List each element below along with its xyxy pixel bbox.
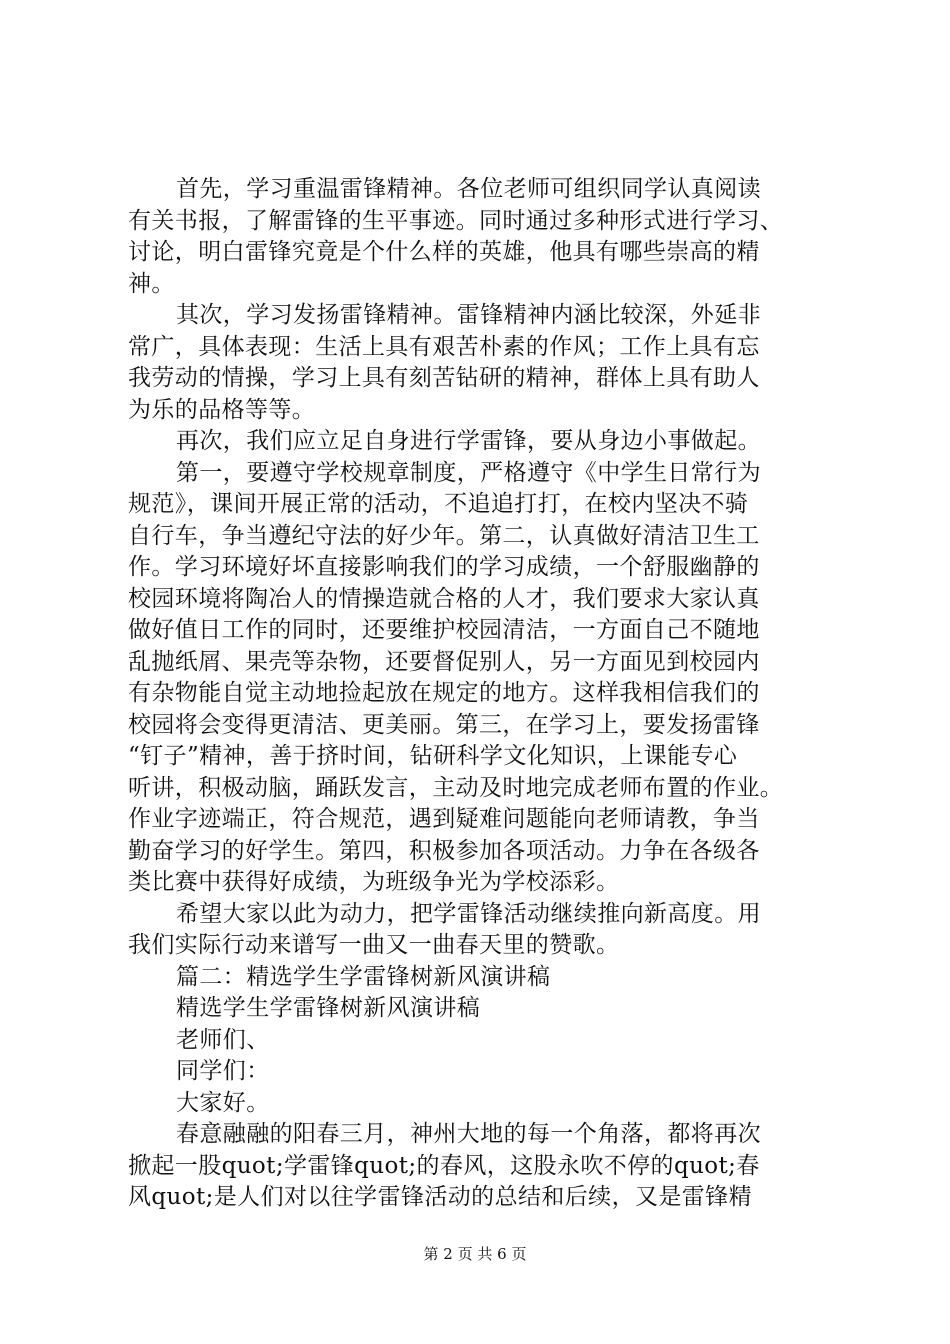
text-line: 勤奋学习的好学生。第四，积极参加各项活动。力争在各级各 [128,837,760,864]
text-line: 我们实际行动来谱写一曲又一曲春天里的赞歌。 [128,932,620,958]
text-line: 有关书报，了解雷锋的生平事迹。同时通过多种形式进行学习、 [128,207,784,234]
text-line: “钉子”精神，善于挤时间，钻研科学文化知识，上课能专心 [128,743,738,769]
text-line: 希望大家以此为动力，把学雷锋活动继续推向新高度。用 [176,900,761,927]
text-line: 校园将会变得更清洁、更美丽。第三，在学习上，要发扬雷锋 [128,711,760,738]
text-line: 作。学习环境好坏直接影响我们的学习成绩，一个舒服幽静的 [128,554,760,580]
text-line: 我劳动的情操，学习上具有刻苦钻研的精神，群体上具有助人 [128,365,760,391]
page-number-footer: 第 2 页 共 6 页 [423,1245,527,1263]
speech-title: 精选学生学雷锋树新风演讲稿 [176,995,481,1021]
text-line: 掀起一股quot;学雷锋quot;的春风，这股永吹不停的quot;春 [128,1152,760,1179]
text-line: 校园环境将陶冶人的情操造就合格的人才，我们要求大家认真 [128,585,760,612]
text-line: 有杂物能自觉主动地捡起放在规定的地方。这样我相信我们的 [128,680,760,706]
greeting-line: 大家好。 [176,1089,270,1116]
salutation-line: 老师们、 [176,1026,270,1053]
text-line: 听讲，积极动脑，踊跃发言，主动及时地完成老师布置的作业。 [128,774,784,801]
text-line: 再次，我们应立足自身进行学雷锋，要从身边小事做起。 [176,428,761,454]
text-line: 首先，学习重温雷锋精神。各位老师可组织同学认真阅读 [176,176,761,202]
text-line: 其次，学习发扬雷锋精神。雷锋精神内涵比较深，外延非 [176,302,761,328]
salutation-line: 同学们： [176,1058,270,1084]
text-line: 作业字迹端正，符合规范，遇到疑难问题能向老师请教，争当 [128,806,760,832]
text-line: 第一，要遵守学校规章制度，严格遵守《中学生日常行为 [176,459,761,486]
text-line: 讨论，明白雷锋究竟是个什么样的英雄，他具有哪些崇高的精 [128,239,760,265]
text-line: 神。 [128,270,175,297]
text-line: 风quot;是人们对以往学雷锋活动的总结和后续，又是雷锋精 [128,1184,752,1210]
text-line: 规范》，课间开展正常的活动，不追追打打，在校内坚决不骑 [128,491,749,517]
text-line: 常广，具体表现：生活上具有艰苦朴素的作风；工作上具有忘 [128,333,760,360]
text-line: 乱抛纸屑、果壳等杂物，还要督促别人，另一方面见到校园内 [128,648,760,675]
text-line: 自行车，争当遵纪守法的好少年。第二，认真做好清洁卫生工 [128,522,760,549]
section-heading: 篇二：精选学生学雷锋树新风演讲稿 [176,963,551,990]
text-line: 做好值日工作的同时，还要维护校园清洁，一方面自己不随地 [128,617,760,643]
document-body [128,174,833,1214]
text-line: 类比赛中获得好成绩，为班级争光为学校添彩。 [128,869,620,895]
text-line: 春意融融的阳春三月，神州大地的每一个角落，都将再次 [176,1121,761,1147]
text-line: 为乐的品格等等。 [128,396,316,423]
